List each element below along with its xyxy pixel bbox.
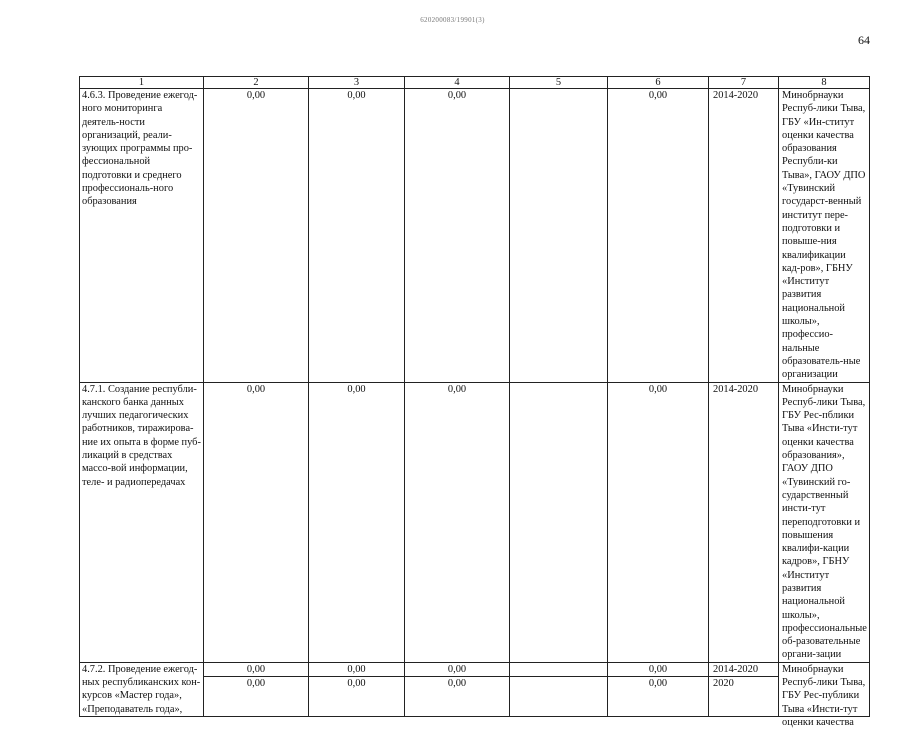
period-cell: 2014-2020 (709, 89, 779, 383)
document-code: 620200083/19901(3) (420, 16, 485, 24)
value-cell: 0,00 (608, 382, 709, 662)
period-cell: 2020 (709, 677, 779, 717)
value-cell: 0,00 (204, 677, 309, 717)
executors-text: Минобрнауки Респуб-лики Тыва, ГБУ Рес-публики Тыва «Инсти-тут оценки качества (782, 663, 866, 728)
column-number: 1 (80, 77, 204, 89)
column-number: 6 (608, 77, 709, 89)
activity-title-cell (80, 662, 204, 716)
value-cell (510, 677, 608, 717)
value-cell: 0,00 (204, 382, 309, 662)
value-cell: 0,00 (405, 662, 510, 676)
value-cell: 0,00 (309, 89, 405, 383)
activity-title: 4.7.2. Проведение ежегод-ных республиканских кон-курсов «Мастер года», «Преподаватель года», (82, 663, 201, 715)
executors-cell: Минобрнауки Респуб-лики Тыва, ГБУ «Ин-ститут оценки качества образования Республи-ки Тыва», ГАОУ ДПО «Тувинский государст-венный институт пере-подготовки и повыше-ния квалификации кад-ров», ГБНУ «Институт развития национальной школы», профессио-нальные образователь-ные организации (779, 89, 870, 383)
value-cell (510, 662, 608, 676)
column-number-row (80, 77, 870, 89)
value-cell (510, 382, 608, 662)
value-cell: 0,00 (608, 89, 709, 383)
activity-title: 4.7.1. Создание республи-канского банка данных лучших педагогических работников, тиражирова-ние их опыта в форме пуб-ликаций в средствах массо-вой информации, теле- и радиопередачах (80, 382, 204, 662)
column-number: 7 (709, 77, 779, 89)
column-number: 8 (779, 77, 870, 89)
value-cell: 0,00 (405, 382, 510, 662)
value-cell: 0,00 (608, 662, 709, 676)
value-cell: 0,00 (309, 677, 405, 717)
table-row (80, 662, 870, 676)
executors-cell (779, 662, 870, 728)
value-cell: 0,00 (405, 89, 510, 383)
page-number: 64 (858, 33, 870, 47)
table-row (80, 382, 870, 662)
period-cell: 2014-2020 (709, 382, 779, 662)
table-row (80, 89, 870, 383)
value-cell: 0,00 (608, 677, 709, 717)
column-number: 2 (204, 77, 309, 89)
value-cell (510, 89, 608, 383)
column-number: 4 (405, 77, 510, 89)
program-table (79, 76, 870, 728)
value-cell: 0,00 (204, 662, 309, 676)
column-number: 3 (309, 77, 405, 89)
column-number: 5 (510, 77, 608, 89)
activity-title: 4.6.3. Проведение ежегод-ного мониторинга деятель-ности организаций, реали-зующих программы про-фессиональной подготовки и среднего профессиональ-ного образования (80, 89, 204, 383)
value-cell: 0,00 (309, 662, 405, 676)
value-cell: 0,00 (405, 677, 510, 717)
value-cell: 0,00 (309, 382, 405, 662)
value-cell: 0,00 (204, 89, 309, 383)
executors-cell: Минобрнауки Респуб-лики Тыва, ГБУ Рес-пблики Тыва «Инсти-тут оценки качества образования», ГАОУ ДПО «Тувинский го-сударственный инсти-тут переподготовки и повышения квалифи-кации кадров», ГБНУ «Институт развития национальной школы», профессиональные об-разовательные органи-зации (779, 382, 870, 662)
period-cell: 2014-2020 (709, 662, 779, 676)
